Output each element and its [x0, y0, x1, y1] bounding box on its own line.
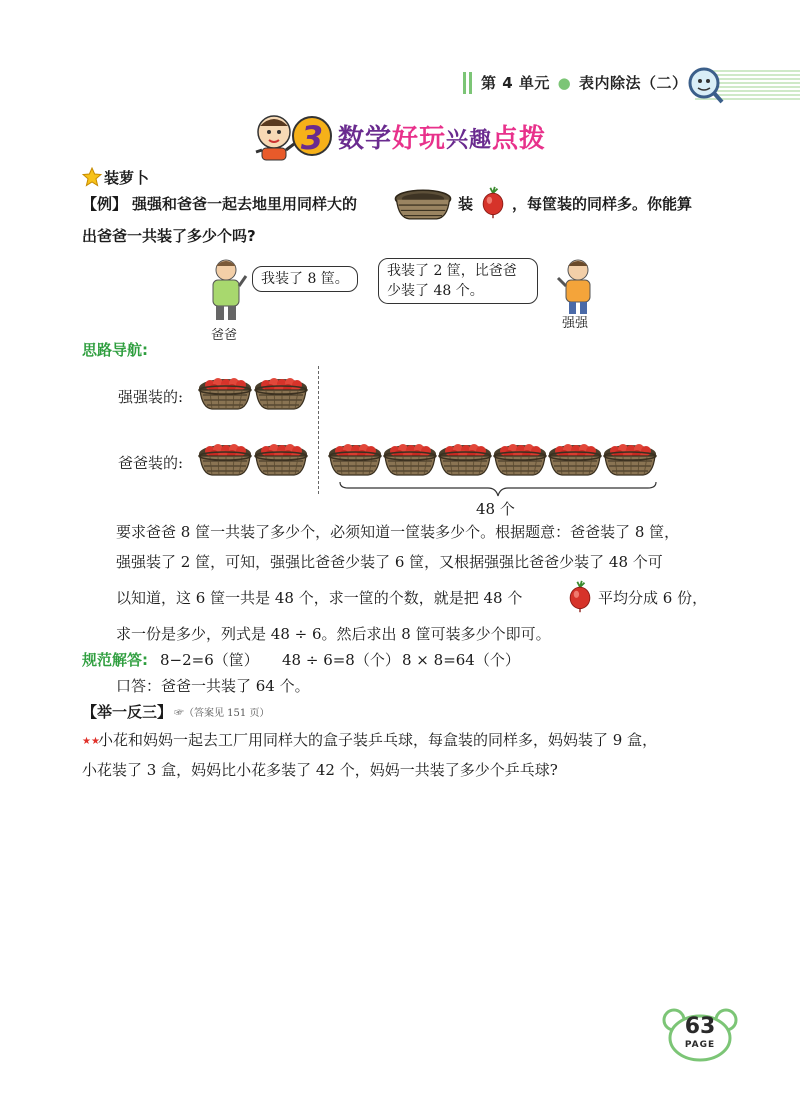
example-text-2: 出爸爸一共装了多少个吗? — [82, 227, 256, 245]
example-text-1a: 强强和爸爸一起去地里用同样大的 — [132, 195, 358, 213]
basket-full — [254, 374, 308, 410]
brace — [338, 480, 658, 500]
example-tag: 【例】 — [82, 195, 128, 213]
basket-full — [198, 374, 252, 410]
example-text-1c: ，每筐装的同样多。你能算 — [512, 195, 693, 213]
example-text-1b: 装 — [458, 195, 474, 213]
dad-baskets-label: 爸爸装的: — [118, 454, 184, 472]
qiangqiang-figure — [556, 256, 600, 316]
basket-full — [198, 440, 252, 476]
thinking-label: 思路导航: — [82, 341, 148, 359]
explanation-line-3a: 以知道，这 6 筐一共是 48 个，求一筐的个数，就是把 48 个 — [116, 589, 523, 607]
chapter-header — [455, 60, 800, 106]
dad-speech-bubble — [252, 266, 358, 292]
explanation-line-3b: 平均分成 6 份， — [598, 589, 708, 607]
basket-full — [603, 440, 657, 476]
section-title: 数学好玩兴趣点拨 — [338, 124, 547, 154]
explanation-line-4: 求一份是多少，列式是 48 ÷ 6。然后求出 8 筐可装多少个即可。 — [116, 625, 551, 643]
solution-step-2: 48 ÷ 6=8（个） — [282, 651, 400, 669]
magnifier-icon — [685, 65, 725, 105]
dad-speech: 我装了 8 筐。 — [261, 271, 349, 287]
practice-line-1: 小花和妈妈一起去工厂用同样大的盒子装乒乓球，每盒装的同样多，妈妈装了 9 盒， — [98, 731, 658, 749]
solution-label: 规范解答: — [82, 651, 148, 669]
qq-baskets-label: 强强装的: — [118, 388, 184, 406]
qq-speech-2: 少装了 48 个。 — [387, 283, 484, 299]
section-number: 3 — [292, 116, 332, 156]
difficulty-stars: ★★ — [82, 736, 100, 747]
explanation-line-2: 强强装了 2 筐，可知，强强比爸爸少装了 6 筐，又根据强强比爸爸少装了 48 个可 — [116, 553, 663, 571]
radish-icon — [566, 580, 594, 614]
divider-line — [318, 366, 319, 494]
basket-full — [548, 440, 602, 476]
qiangqiang-speech-bubble — [378, 258, 538, 304]
page-number: 63 — [684, 1014, 716, 1039]
basket-full — [328, 440, 382, 476]
problem-title: 装萝卜 — [104, 169, 150, 187]
solution-answer: 口答：爸爸一共装了 64 个。 — [116, 677, 310, 695]
basket-full — [438, 440, 492, 476]
dad-figure — [204, 256, 248, 322]
practice-label: 【举一反三】 — [82, 703, 173, 721]
basket-icon — [394, 186, 452, 222]
topic-label: 表内除法（二） — [578, 74, 688, 92]
radish-icon — [478, 186, 508, 220]
page-word: PAGE — [684, 1040, 716, 1050]
dad-label: 爸爸 — [211, 328, 238, 343]
solution-step-3: 8 × 8=64（个） — [402, 651, 520, 669]
qiangqiang-label: 强强 — [562, 316, 589, 331]
practice-line-2: 小花装了 3 盒，妈妈比小花多装了 42 个，妈妈一共装了多少个乒乓球? — [82, 761, 558, 779]
unit-label: 第 4 单元 — [481, 74, 550, 92]
basket-full — [383, 440, 437, 476]
section-heading — [248, 112, 578, 162]
chapter-title: 第 4 单元 ● 表内除法（二） — [481, 74, 688, 92]
solution-step-1: 8−2=6（筐） — [160, 651, 259, 669]
answer-reference: ☞（答案见 151 页） — [174, 708, 270, 719]
header-bars — [463, 72, 473, 94]
basket-full — [254, 440, 308, 476]
basket-full — [493, 440, 547, 476]
qq-speech-1: 我装了 2 筐，比爸爸 — [387, 263, 517, 279]
star-icon — [82, 167, 102, 187]
brace-label: 48 个 — [476, 500, 515, 518]
explanation-line-1: 要求爸爸 8 筐一共装了多少个，必须知道一筐装多少个。根据题意：爸爸装了 8 筐， — [116, 523, 680, 541]
